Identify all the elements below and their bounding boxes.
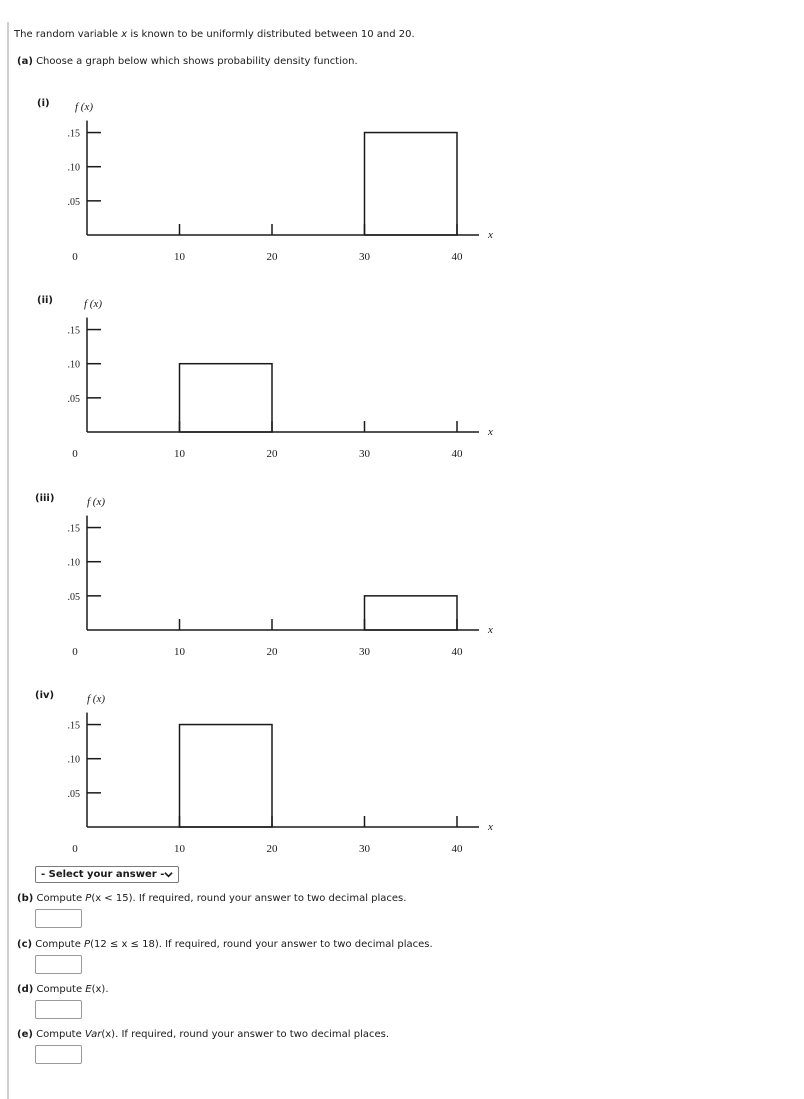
part-b-func: P: [85, 893, 92, 904]
part-e-answer-input[interactable]: [35, 1045, 82, 1064]
y-tick-label: .15: [67, 325, 80, 337]
y-tick-label: .10: [67, 359, 80, 371]
x-tick-label: 20: [266, 448, 278, 460]
y-tick-label: .10: [67, 754, 80, 766]
part-c-answer-input[interactable]: [35, 955, 82, 974]
part-d-expr: (x): [91, 984, 106, 995]
part-e-label: (e): [17, 1029, 33, 1040]
x-tick-label: 0: [72, 251, 78, 263]
part-d-answer-input[interactable]: [35, 1000, 82, 1019]
graph-option-1: [0, 96, 520, 271]
x-tick-label: 40: [451, 448, 463, 460]
y-tick-label: .05: [67, 788, 80, 800]
x-axis-label: x: [488, 624, 493, 636]
y-tick-label: .05: [67, 393, 80, 405]
x-tick-label: 10: [174, 646, 185, 658]
graph-option-3: [0, 491, 520, 666]
pdf-graph: [0, 96, 520, 271]
part-b-pre: Compute: [36, 893, 86, 904]
part-e-func: Var: [84, 1029, 102, 1040]
graph-option-label: (iii): [35, 493, 55, 504]
part-a-label: (a): [17, 56, 33, 67]
x-tick-label: 40: [451, 843, 463, 855]
x-tick-label: 10: [174, 251, 185, 263]
y-tick-label: .15: [67, 720, 80, 732]
x-tick-label: 30: [359, 646, 370, 658]
part-d-post: .: [105, 984, 109, 995]
x-tick-label: 20: [266, 843, 278, 855]
part-c-func: P: [84, 939, 91, 950]
y-axis-label: f (x): [75, 101, 94, 113]
x-tick-label: 30: [359, 251, 370, 263]
part-c-post: . If required, round your answer to two decimal places.: [158, 939, 433, 950]
graph-option-2: [0, 293, 520, 468]
y-tick-label: .05: [67, 196, 80, 208]
part-e-prompt: [17, 1029, 389, 1040]
part-d-func: E: [85, 984, 92, 995]
x-tick-label: 40: [451, 251, 463, 263]
part-a-prompt: [17, 56, 358, 67]
x-tick-label: 10: [174, 448, 185, 460]
y-tick-label: .15: [67, 128, 80, 140]
part-e-pre: Compute: [36, 1029, 85, 1040]
graph-option-4: [0, 688, 520, 863]
density-rectangle: [365, 133, 458, 235]
part-c-pre: Compute: [35, 939, 85, 950]
graph-option-label: (iv): [35, 690, 55, 701]
pdf-graph: [0, 688, 520, 863]
part-c-label: (c): [17, 939, 33, 950]
part-b-prompt: [17, 893, 406, 904]
x-tick-label: 20: [266, 646, 278, 658]
x-tick-label: 30: [359, 843, 370, 855]
y-tick-label: .15: [67, 523, 80, 535]
x-tick-label: 30: [359, 448, 370, 460]
x-tick-label: 20: [266, 251, 278, 263]
intro-text-start: The random variable: [14, 29, 122, 40]
x-tick-label: 10: [174, 843, 185, 855]
part-c-expr: (12 ≤ x ≤ 18): [90, 939, 159, 950]
pdf-graph: [0, 491, 520, 666]
density-rectangle: [180, 364, 273, 432]
y-tick-label: .10: [67, 557, 80, 569]
x-tick-label: 0: [72, 448, 78, 460]
part-d-prompt: [17, 984, 109, 995]
y-axis-label: f (x): [87, 496, 106, 508]
y-axis-label: f (x): [84, 298, 103, 310]
chevron-down-icon: [164, 870, 173, 879]
y-tick-label: .10: [67, 162, 80, 174]
select-value: - Select your answer -: [41, 869, 165, 880]
x-axis-label: x: [488, 821, 493, 833]
part-e-expr: (x): [101, 1029, 116, 1040]
y-axis-label: f (x): [87, 693, 106, 705]
part-b-post: . If required, round your answer to two decimal places.: [132, 893, 407, 904]
part-d-pre: Compute: [36, 984, 86, 995]
problem-statement: [14, 29, 415, 40]
intro-text-end: is known to be uniformly distributed between 10 and 20.: [127, 29, 415, 40]
pdf-graph: [0, 293, 520, 468]
x-tick-label: 0: [72, 646, 78, 658]
part-c-prompt: [17, 939, 433, 950]
part-a-text: Choose a graph below which shows probability density function.: [36, 56, 358, 67]
part-b-expr: (x < 15): [91, 893, 133, 904]
y-tick-label: .05: [67, 591, 80, 603]
x-tick-label: 40: [451, 646, 463, 658]
part-e-post: . If required, round your answer to two decimal places.: [115, 1029, 390, 1040]
density-rectangle: [180, 725, 273, 827]
intro-variable: x: [121, 29, 128, 40]
part-d-label: (d): [17, 984, 34, 995]
graph-option-label: (ii): [37, 295, 53, 306]
x-axis-label: x: [488, 229, 493, 241]
x-axis-label: x: [488, 426, 493, 438]
part-b-label: (b): [17, 893, 34, 904]
x-tick-label: 0: [72, 843, 78, 855]
density-rectangle: [365, 596, 458, 630]
part-b-answer-input[interactable]: [35, 909, 82, 928]
graph-answer-select[interactable]: [35, 866, 179, 883]
graph-option-label: (i): [37, 98, 50, 109]
